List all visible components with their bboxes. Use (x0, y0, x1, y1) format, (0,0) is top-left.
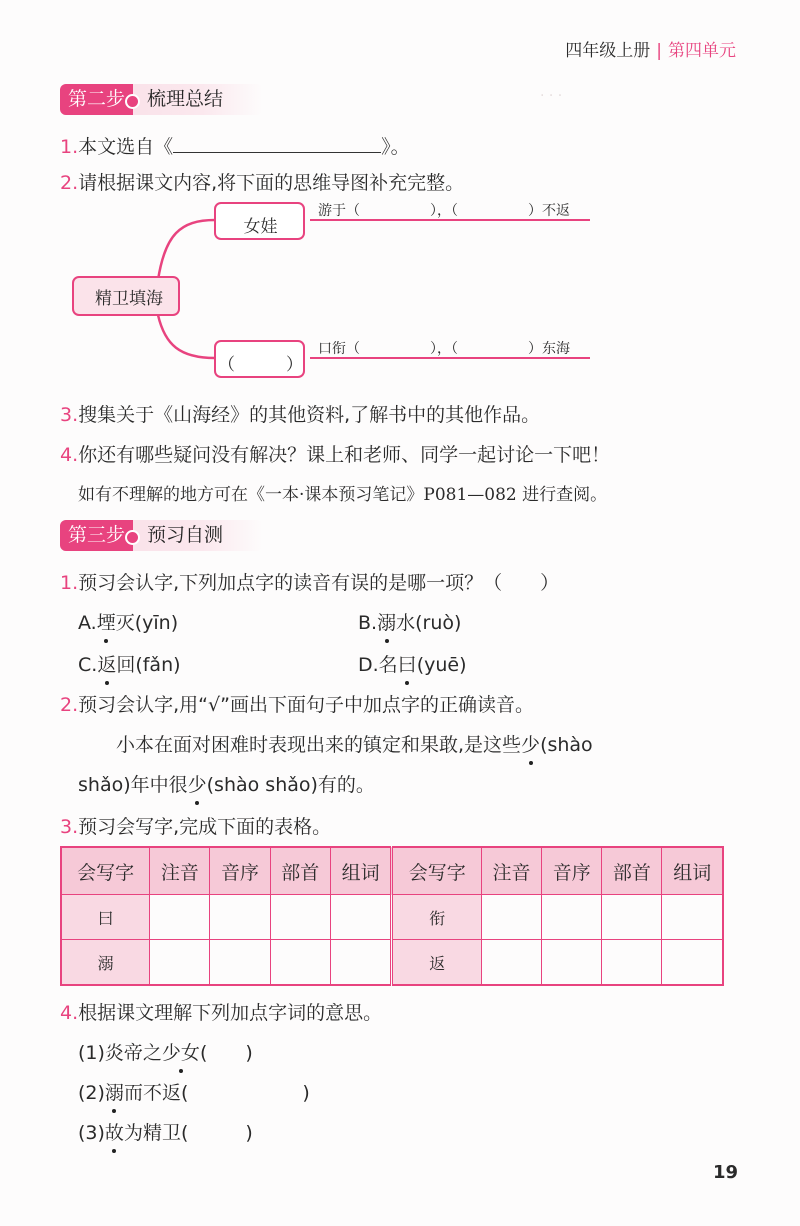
unit-label: 第四单元 (668, 41, 736, 61)
question-number: 1. (60, 572, 79, 594)
question-text: 你还有哪些疑问没有解决？课上和老师、同学一起讨论一下吧！ (78, 444, 611, 466)
question-text: 搜集关于《山海经》的其他资料,了解书中的其他作品。 (78, 404, 541, 426)
option-b[interactable]: B.溺水(ruò) (358, 612, 462, 634)
dotted-char: 堙 (96, 612, 116, 634)
answer-cell[interactable] (602, 940, 662, 986)
table-header: 注音 (481, 847, 541, 895)
answer-cell[interactable] (542, 895, 602, 940)
mindmap-center: 精卫填海 (95, 289, 163, 309)
section-title: 预习自测 (147, 524, 224, 546)
question-text: 预习会写字,完成下面的表格。 (78, 816, 332, 838)
practice-1 (60, 568, 559, 595)
answer-cell[interactable] (662, 940, 723, 986)
table-row (61, 940, 723, 986)
answer-cell[interactable] (602, 895, 662, 940)
answer-blank[interactable]: 为精卫( ) (123, 1122, 253, 1144)
table-header: 部首 (270, 847, 330, 895)
bleed-through: · · · (540, 88, 563, 104)
answer-cell[interactable] (210, 895, 270, 940)
mindmap-bottom-node[interactable]: （ ） (218, 355, 303, 375)
answer-cell[interactable] (270, 895, 330, 940)
answer-blank[interactable] (173, 134, 381, 153)
question-text: 本文选自《 (78, 136, 174, 158)
table-header: 组词 (662, 847, 723, 895)
option-a[interactable]: A.堙灭(yīn) (78, 612, 179, 634)
answer-blank[interactable]: ( ) (199, 1042, 253, 1064)
character-cell: 溺 (61, 940, 150, 986)
section-tag-step2 (60, 84, 263, 115)
practice-4 (60, 998, 382, 1025)
practice-2-sentence-line1: 小本在面对困难时表现出来的镇定和果敢,是这些少(shào (116, 734, 593, 756)
question-number: 2. (60, 172, 79, 194)
question-text: 预习会认字,下列加点字的读音有误的是哪一项？（ ） (78, 572, 560, 594)
question-3 (60, 400, 540, 427)
question-text-end: 》。 (381, 136, 410, 158)
question-2 (60, 168, 464, 195)
answer-cell[interactable] (330, 895, 392, 940)
question-number: 2. (60, 694, 79, 716)
table-row (61, 895, 723, 940)
question-text: 预习会认字,用“√”画出下面句子中加点字的正确读音。 (78, 694, 534, 716)
mindmap-top-text: 游于（ ），（ ）不返 (318, 203, 570, 219)
answer-cell[interactable] (150, 940, 210, 986)
answer-cell[interactable] (210, 940, 270, 986)
question-1 (60, 132, 410, 159)
answer-cell[interactable] (481, 895, 541, 940)
dotted-char: 溺 (104, 1082, 124, 1104)
section-title: 梳理总结 (147, 88, 224, 110)
dotted-char: 少 (187, 774, 207, 796)
page-header (565, 36, 736, 61)
question-number: 1. (60, 136, 79, 158)
answer-cell[interactable] (662, 895, 723, 940)
question-text: 请根据课文内容,将下面的思维导图补充完整。 (78, 172, 465, 194)
sub-item-2: (2)溺而不返( ) (78, 1082, 310, 1104)
page-number: 19 (712, 1162, 738, 1183)
table-header: 音序 (210, 847, 270, 895)
dotted-char: 返 (97, 654, 117, 676)
section-tag-step3 (60, 520, 263, 551)
answer-cell[interactable] (330, 940, 392, 986)
question-number: 4. (60, 1002, 79, 1024)
dotted-char: 故 (104, 1122, 124, 1144)
grade-label: 四年级上册 (565, 41, 651, 61)
question-4 (60, 440, 610, 467)
reference-note: 如有不理解的地方可在《一本·课本预习笔记》P081—082 进行查阅。 (78, 485, 608, 505)
answer-blank[interactable]: 而不返( ) (123, 1082, 310, 1104)
table-header: 会写字 (61, 847, 150, 895)
step-label: 第三步 (60, 520, 133, 551)
question-number: 3. (60, 816, 79, 838)
mindmap-top-node: 女娃 (243, 217, 278, 237)
dotted-char: 溺 (377, 612, 397, 634)
character-cell: 曰 (61, 895, 150, 940)
sub-item-3: (3)故为精卫( ) (78, 1122, 253, 1144)
character-cell: 衔 (392, 895, 482, 940)
sub-item-1: (1)炎帝之少女( ) (78, 1042, 253, 1064)
table-header: 部首 (602, 847, 662, 895)
practice-3 (60, 812, 331, 839)
option-d[interactable]: D.名曰(yuē) (358, 654, 467, 676)
question-number: 4. (60, 444, 79, 466)
table-header: 注音 (150, 847, 210, 895)
writing-table (60, 846, 724, 986)
table-header: 会写字 (392, 847, 482, 895)
question-number: 3. (60, 404, 79, 426)
answer-cell[interactable] (150, 895, 210, 940)
table-header: 音序 (542, 847, 602, 895)
character-cell: 返 (392, 940, 482, 986)
answer-cell[interactable] (481, 940, 541, 986)
dotted-word: 少女 (161, 1042, 200, 1064)
table-header: 组词 (330, 847, 392, 895)
header-separator: | (656, 41, 662, 61)
practice-2-sentence-line2: shǎo)年中很少(shào shǎo)有的。 (78, 774, 375, 796)
option-c[interactable]: C.返回(fǎn) (78, 654, 181, 676)
dotted-char: 少 (521, 734, 541, 756)
question-text: 根据课文理解下列加点字词的意思。 (78, 1002, 383, 1024)
step-label: 第二步 (60, 84, 133, 115)
practice-2 (60, 690, 534, 717)
answer-cell[interactable] (542, 940, 602, 986)
dotted-char: 曰 (397, 654, 417, 676)
answer-cell[interactable] (270, 940, 330, 986)
table-header-row (61, 847, 723, 895)
mindmap-bottom-text: 口衔（ ），（ ）东海 (318, 341, 570, 357)
